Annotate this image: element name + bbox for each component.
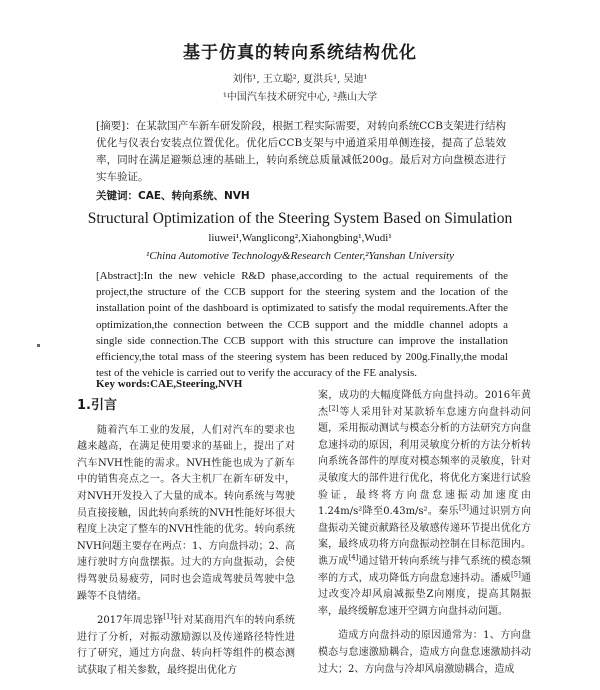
citation-ref: [4] — [348, 553, 359, 562]
abstract-cn: [摘要]：在某款国产车新车研发阶段，根据工程实际需要，对转向系统CCB支架进行结构优化与仪表台安装点位置优化。优化后CCB支架与中通道采用单侧连接，提高了总装效率，同时在满足避频总速的基础上，转向系统总质量减低200g。最后对方向盘模态进行实车验证。 — [96, 120, 506, 183]
body-text: 通过识别方向盘振动关键贡献路径及敏感传递环节提出优化方案，最终成功将方向盘振动控制在目标范围内。谯万成 — [318, 506, 532, 567]
body-paragraph: 随着汽车工业的发展，人们对汽车的要求也越来越高，在满足使用要求的基础上，提出了对汽车NVH性能的需求。NVH性能也成为了新车中的销售亮点之一。各大主机厂在新车研发中，对NVH开发投入了大量的成本。转向系统与驾驶员直接接触，因此转向系统的NVH性能好坏很大程度上决定了整车的NVH性能的优劣。转向系统NVH问题主要存在两点：1、方向盘抖动；2、高速行驶时方向盘摆振。过大的方向盘振动，会使得驾驶员易疲劳，同时也会造成驾驶员驾驶中急躁等不良情绪。 — [77, 424, 295, 602]
affiliation-en: ¹China Automotive Technology&Research Center,²Yanshan University — [146, 250, 454, 262]
body-text: 针对某商用汽车的转向系统进行了分析，对振动激励源以及传递路径特性进行了研究，通过方向盘、转向杆等组件的模态测试获取了相关参数，最终提出优化方 — [77, 615, 296, 676]
paper-title-cn: 基于仿真的转向系统结构优化 — [183, 43, 417, 63]
section-heading-introduction: 1.引言 — [77, 398, 117, 413]
body-column-left — [77, 398, 295, 680]
abstract-en: [Abstract]:In the new vehicle R&D phase,according to the actual requirements of the project,the structure of the CCB support for the steering system and the location of the installation point of the dashboard is optimizated to satisfy the modal requirements.After the optimization,the connection between the CCB support and the middle channel adopts a single side connection.The CCB support with this structure can improve the installation efficiency,the total mass of the steering system has been reduced by 200g.Finally,the modal test of the vehicle is carried out to verify the accuracy of the FE analysis. — [96, 270, 508, 380]
keywords-en: Key words:CAE,Steering,NVH — [96, 378, 243, 390]
body-text: 等人采用针对某款轿车怠速方向盘抖动问题，采用振动测试与模态分析的方法研究方向盘怠速抖动的原因，利用灵敏度分析的方法分析转向系统各部件的厚度对模态频率的灵敏度，针对灵敏度大的部件进行优化，将优化方案进行试验验证，最终将方向盘怠速振动加速度由1.24m/s²降至0.43m/s²。秦乐 — [318, 406, 532, 518]
authors-cn: 刘伟¹, 王立聪², 夏洪兵¹, 吴迪¹ — [232, 74, 368, 85]
paper-title-en: Structural Optimization of the Steering System Based on Simulation — [87, 210, 513, 227]
body-text: 通过错开转向系统与排气系统的模态频率的方式，成功降低方向盘怠速抖动。潘威 — [318, 555, 532, 584]
citation-ref: [1] — [163, 612, 174, 621]
body-text: 通过改变冷却风扇减振垫Z向刚度，提高其隔振率，最终缓解怠速开空调方向盘抖动问题。 — [318, 572, 532, 617]
scan-speck — [37, 344, 40, 347]
citation-ref: [5] — [510, 570, 521, 579]
body-paragraph — [77, 613, 295, 679]
citation-ref: [3] — [458, 503, 469, 512]
body-column-right — [318, 388, 531, 678]
authors-en: liuwei¹,Wanglicong²,Xiahongbing¹,Wudi¹ — [208, 232, 392, 244]
body-paragraph — [318, 388, 531, 620]
affiliation-cn: ¹中国汽车技术研究中心, ²燕山大学 — [222, 92, 378, 103]
body-paragraph: 造成方向盘抖动的原因通常为：1、方向盘模态与怠速激励耦合，造成方向盘怠速激励抖动过大；2、方向盘与冷却风扇激励耦合，造成 — [318, 630, 531, 675]
keywords-cn: 关键词：CAE、转向系统、NVH — [96, 190, 250, 202]
citation-ref: [2] — [328, 404, 339, 413]
body-text: 2017年周忠锋 — [97, 615, 164, 627]
body-text: 案，成功的大幅度降低方向盘抖动。2016年黄杰 — [318, 390, 531, 418]
